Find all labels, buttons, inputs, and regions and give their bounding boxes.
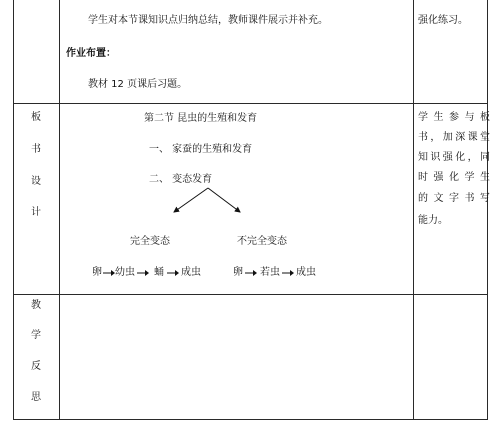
chain-stage: 蛹 — [154, 267, 164, 278]
incomplete-metamorphosis-label: 不完全变态 — [237, 236, 287, 247]
board-side-label-char: 书 — [31, 144, 41, 155]
board-note-line: 能力。 — [418, 215, 448, 226]
chain-stage: 成虫 — [296, 267, 316, 278]
chain-arrow — [244, 268, 258, 278]
table-line-col1 — [59, 0, 60, 420]
chain-stage: 幼虫 — [115, 267, 135, 278]
board-title: 第二节 昆虫的生殖和发育 — [144, 113, 258, 124]
complete-metamorphosis-label: 完全变态 — [130, 236, 170, 247]
board-side-label-char: 设 — [31, 176, 41, 187]
table-line-right — [487, 0, 488, 420]
board-note-line: 知识强化，同 — [418, 152, 490, 163]
table-line-mid-bottom — [13, 294, 488, 295]
board-side-label-char: 计 — [31, 207, 41, 218]
branch-arrows — [160, 184, 260, 220]
homework-line: 教材 12 页课后习题。 — [88, 79, 188, 90]
table-line-bottom — [13, 419, 488, 420]
board-note-line: 的文字书写 — [418, 193, 490, 204]
chain-stage: 卵 — [233, 267, 243, 278]
board-note-line: 时强化学生 — [418, 172, 490, 183]
summary-line: 学生对本节课知识点归纳总结，教师课件展示并补充。 — [88, 15, 328, 26]
board-point-one: 一、 家蚕的生殖和发育 — [149, 144, 253, 155]
homework-heading: 作业布置： — [66, 48, 116, 59]
chain-stage: 卵 — [92, 267, 102, 278]
reflection-side-label-char: 学 — [31, 330, 41, 341]
chain-stage: 成虫 — [181, 267, 201, 278]
top-note: 强化练习。 — [418, 15, 468, 26]
table-line-mid-top — [13, 103, 488, 104]
reflection-side-label-char: 教 — [31, 300, 41, 311]
chain-arrow — [281, 268, 295, 278]
arrow-right — [208, 188, 240, 212]
chain-arrow — [166, 268, 180, 278]
chain-arrow — [102, 268, 116, 278]
arrow-left — [174, 188, 208, 212]
reflection-side-label-char: 反 — [31, 361, 41, 372]
board-side-label-char: 板 — [31, 112, 41, 123]
board-note-line: 书，加深课堂 — [418, 132, 490, 143]
reflection-side-label-char: 思 — [31, 392, 41, 403]
board-point-two: 二、 变态发育 — [149, 174, 213, 185]
chain-stage: 若虫 — [260, 267, 280, 278]
chain-arrow — [136, 268, 150, 278]
board-note-line: 学生参与板 — [418, 112, 490, 123]
table-line-col2 — [413, 0, 414, 420]
